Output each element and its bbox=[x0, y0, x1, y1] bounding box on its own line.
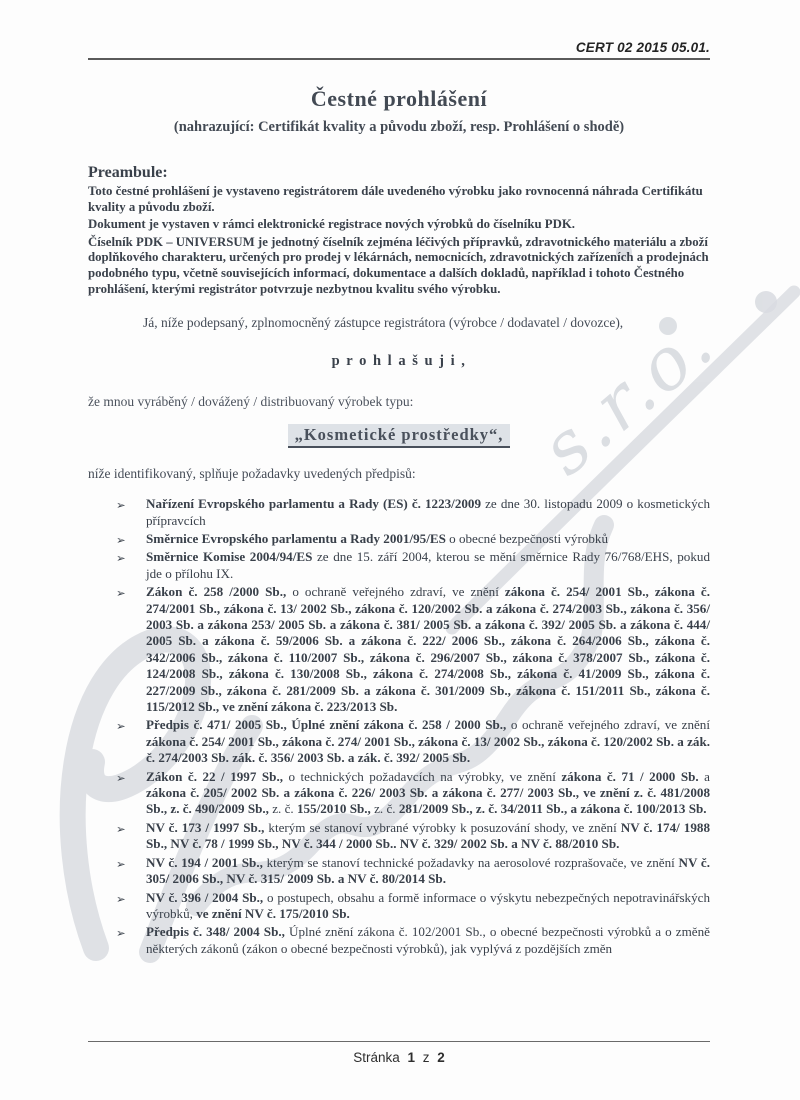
regulation-text-run: Směrnice Komise 2004/94/ES bbox=[146, 549, 313, 565]
regulation-text-run: NV č. 305/ 2006 Sb., NV č. 315/ 2009 Sb. a NV č. 80/2014 Sb. bbox=[146, 854, 710, 887]
regulation-text-run: ze dne 15. září 2004, kterou se mění směrnice Rady 76/768/EHS, pokud jde o přílohu IX. bbox=[146, 549, 710, 581]
regulation-text-run: 155/2010 Sb., bbox=[296, 801, 371, 817]
regulation-item bbox=[116, 820, 710, 853]
bullet-arrow-icon: ➢ bbox=[116, 719, 126, 734]
watermark-text: s.r.o. bbox=[524, 299, 731, 492]
regulation-text-run: Směrnice Evropského parlamentu a Rady 2001/95/ES bbox=[146, 530, 446, 546]
regulation-text-run: NV č. 396 / 2004 Sb., bbox=[146, 889, 264, 905]
footer-of-word: z bbox=[422, 1050, 430, 1065]
preamble-paragraph: Číselník PDK – UNIVERSUM je jednotný číselník zejména léčivých přípravků, zdravotnického materiálu a zboží doplňkového charakteru, určených pro prodej v lékárnách, nemocnicích, zdravotnických zařízeních a prodejnách podobného typu, včetně souvisejících informací, dokumentace a dalších dokladů, například i tohoto Čestného prohlášení, kterými registrátor potvrzuje nezbytnou kvalitu svého výrobku. bbox=[88, 234, 709, 296]
regulation-text-run: o ochraně veřejného zdraví, ve znění bbox=[286, 584, 505, 600]
regulation-text-run: Úplné znění zákona č. 102/2001 Sb., o obecné bezpečnosti výrobků a o změně některých zákonů (zákon o obecné bezpečnosti výrobků), jak vyplývá z pozdějších změn bbox=[146, 924, 710, 956]
regulation-text-run: Zákon č. 22 / 1997 Sb., bbox=[146, 768, 283, 784]
bullet-arrow-icon: ➢ bbox=[116, 821, 126, 836]
regulation-text-run: kterým se stanoví vybrané výrobky k posuzování shody, ve znění bbox=[264, 819, 621, 835]
regulation-item bbox=[116, 549, 710, 582]
regulation-text-run: 281/2009 Sb., z. č. 34/2011 Sb., a zákona č. 100/2013 Sb. bbox=[398, 801, 707, 817]
regulation-text-run: o technických požadavcích na výrobky, ve znění bbox=[283, 768, 562, 784]
footer-page-total: 2 bbox=[437, 1050, 445, 1065]
regulation-item bbox=[116, 855, 710, 888]
regulation-text-run: Nařízení Evropského parlamentu a Rady (ES) č. 1223/2009 bbox=[146, 496, 482, 512]
bullet-arrow-icon: ➢ bbox=[116, 770, 126, 785]
regulation-text-run: Předpis č. 471/ 2005 Sb., Úplné znění zákona č. 258 / 2000 Sb., bbox=[146, 717, 507, 733]
regulation-text-run: o ochraně veřejného zdraví, ve znění bbox=[506, 717, 710, 733]
page-footer bbox=[88, 1041, 710, 1065]
regulation-text-run: zákona č. 254/ 2001 Sb., zákona č. 274/2001 Sb., zákona č. 13/ 2002 Sb., zákona č. 120/2002 Sb. a zákona č. 274/2003 Sb., zákona č. 356/ 2003 Sb. a zákona 253/ 2005 Sb. a zákona č. 381/ 2005 Sb. a zákona č. 392/ 2005 Sb. a zákona č. 444/ 2005 Sb. a zákona č. 59/2006 Sb. a zákona č. 222/ 2006 Sb., zákona č. 264/2006 Sb., zákona č. 342/2006 Sb., zákona č. 110/2007 Sb., zákona č. 296/2007 Sb., zákona č. 378/2007 Sb., zákona č. 124/2008 Sb., zákona č. 130/2008 Sb., zákona č. 274/2008 Sb., zákona č. 41/2009 Sb., zákona č. 227/2009 Sb., zákona č. 281/2009 Sb. a zákona č. 301/2009 Sb., zákona č. 151/2011 Sb., zákona č. 115/2012 Sb., ve znění zákona č. 223/2013 Sb. bbox=[146, 584, 710, 715]
preamble-paragraph: Dokument je vystaven v rámci elektronické registrace nových výrobků do číselníku PDK. bbox=[88, 217, 575, 232]
regulation-item bbox=[116, 890, 710, 923]
regulation-text-run: zákona č. 71 / 2000 Sb. bbox=[561, 768, 699, 784]
regulation-text-run: o postupech, obsahu a formě informace o výskytu nebezpečných nepotravinářských výrobků, bbox=[146, 889, 710, 921]
regulation-text-run: ve znění NV č. 175/2010 Sb. bbox=[196, 905, 350, 921]
product-type-highlight: „Kosmetické prostředky“, bbox=[288, 424, 511, 448]
regulation-text-run: zákona č. 254/ 2001 Sb., zákona č. 274/ 2001 Sb., zákona č. 13/ 2002 Sb., zákona č. 120/2002 Sb. a zák. č. 274/2003 Sb. zák. č. 356/ 2003 Sb. a zák. č. 392/ 2005 Sb. bbox=[146, 733, 710, 766]
regulation-list-intro: níže identifikovaný, splňuje požadavky uvedených předpisů: bbox=[88, 466, 416, 482]
regulation-text-run: NV č. 173 / 1997 Sb., bbox=[146, 819, 265, 835]
page-subtitle: (nahrazující: Certifikát kvality a původu zboží, resp. Prohlášení o shodě) bbox=[173, 119, 625, 135]
regulation-text-run: o obecné bezpečnosti výrobků bbox=[445, 530, 609, 546]
regulation-item bbox=[116, 496, 710, 529]
regulation-item bbox=[116, 924, 710, 957]
declaration-verb: p r o h l a š u j i , bbox=[331, 353, 467, 370]
bullet-arrow-icon: ➢ bbox=[116, 532, 126, 547]
regulation-list bbox=[88, 496, 710, 957]
regulation-text-run: z. č. bbox=[370, 801, 399, 817]
regulation-text-run: NV č. 194 / 2001 Sb., bbox=[146, 854, 263, 870]
bullet-arrow-icon: ➢ bbox=[116, 926, 126, 941]
preamble-paragraph: Toto čestné prohlášení je vystaveno registrátorem dále uvedeného výrobku jako rovnocenná náhrada Certifikátu kvality a původu zboží. bbox=[88, 184, 703, 214]
regulation-item bbox=[116, 769, 710, 818]
regulation-text-run: Zákon č. 258 /2000 Sb., bbox=[146, 584, 287, 600]
header-divider bbox=[88, 58, 710, 60]
regulation-item bbox=[116, 717, 710, 766]
bullet-arrow-icon: ➢ bbox=[116, 586, 126, 601]
regulation-item bbox=[116, 584, 710, 715]
footer-page-current: 1 bbox=[407, 1050, 415, 1065]
product-intro: že mnou vyráběný / dovážený / distribuovaný výrobek typu: bbox=[88, 394, 414, 410]
regulation-text-run: kterým se stanoví technické požadavky na aerosolové rozprašovače, ve znění bbox=[262, 854, 679, 870]
preamble-heading: Preambule: bbox=[88, 164, 168, 181]
bullet-arrow-icon: ➢ bbox=[116, 498, 126, 513]
regulation-item bbox=[116, 531, 710, 547]
regulation-text-run: z. č. bbox=[268, 801, 297, 817]
regulation-text-run: NV č. 174/ 1988 Sb., NV č. 78 / 1999 Sb., NV č. 344 / 2000 Sb.. NV č. 329/ 2002 Sb. a NV č. 88/2010 Sb. bbox=[146, 819, 710, 852]
declaration-intro: Já, níže podepsaný, zplnomocněný zástupce registrátora (výrobce / dodavatel / dovozce), bbox=[143, 315, 624, 331]
bullet-arrow-icon: ➢ bbox=[116, 551, 126, 566]
regulation-text-run: ze dne 30. listopadu 2009 o kosmetických přípravcích bbox=[146, 496, 711, 528]
regulation-text-run: Předpis č. 348/ 2004 Sb., bbox=[146, 924, 285, 940]
bullet-arrow-icon: ➢ bbox=[116, 891, 126, 906]
regulation-text-run: zákona č. 205/ 2002 Sb. a zákona č. 226/ 2003 Sb. a zákona č. 277/ 2003 Sb., ve znění z. č. 481/2008 Sb., z. č. 490/2009 Sb., bbox=[146, 785, 710, 817]
bullet-arrow-icon: ➢ bbox=[116, 856, 126, 871]
footer-page-label: Stránka bbox=[353, 1050, 400, 1065]
page-title: Čestné prohlášení bbox=[310, 86, 488, 111]
regulation-text-run: a bbox=[698, 768, 710, 784]
document-reference: CERT 02 2015 05.01. bbox=[575, 40, 710, 55]
product-type-line bbox=[88, 424, 710, 448]
